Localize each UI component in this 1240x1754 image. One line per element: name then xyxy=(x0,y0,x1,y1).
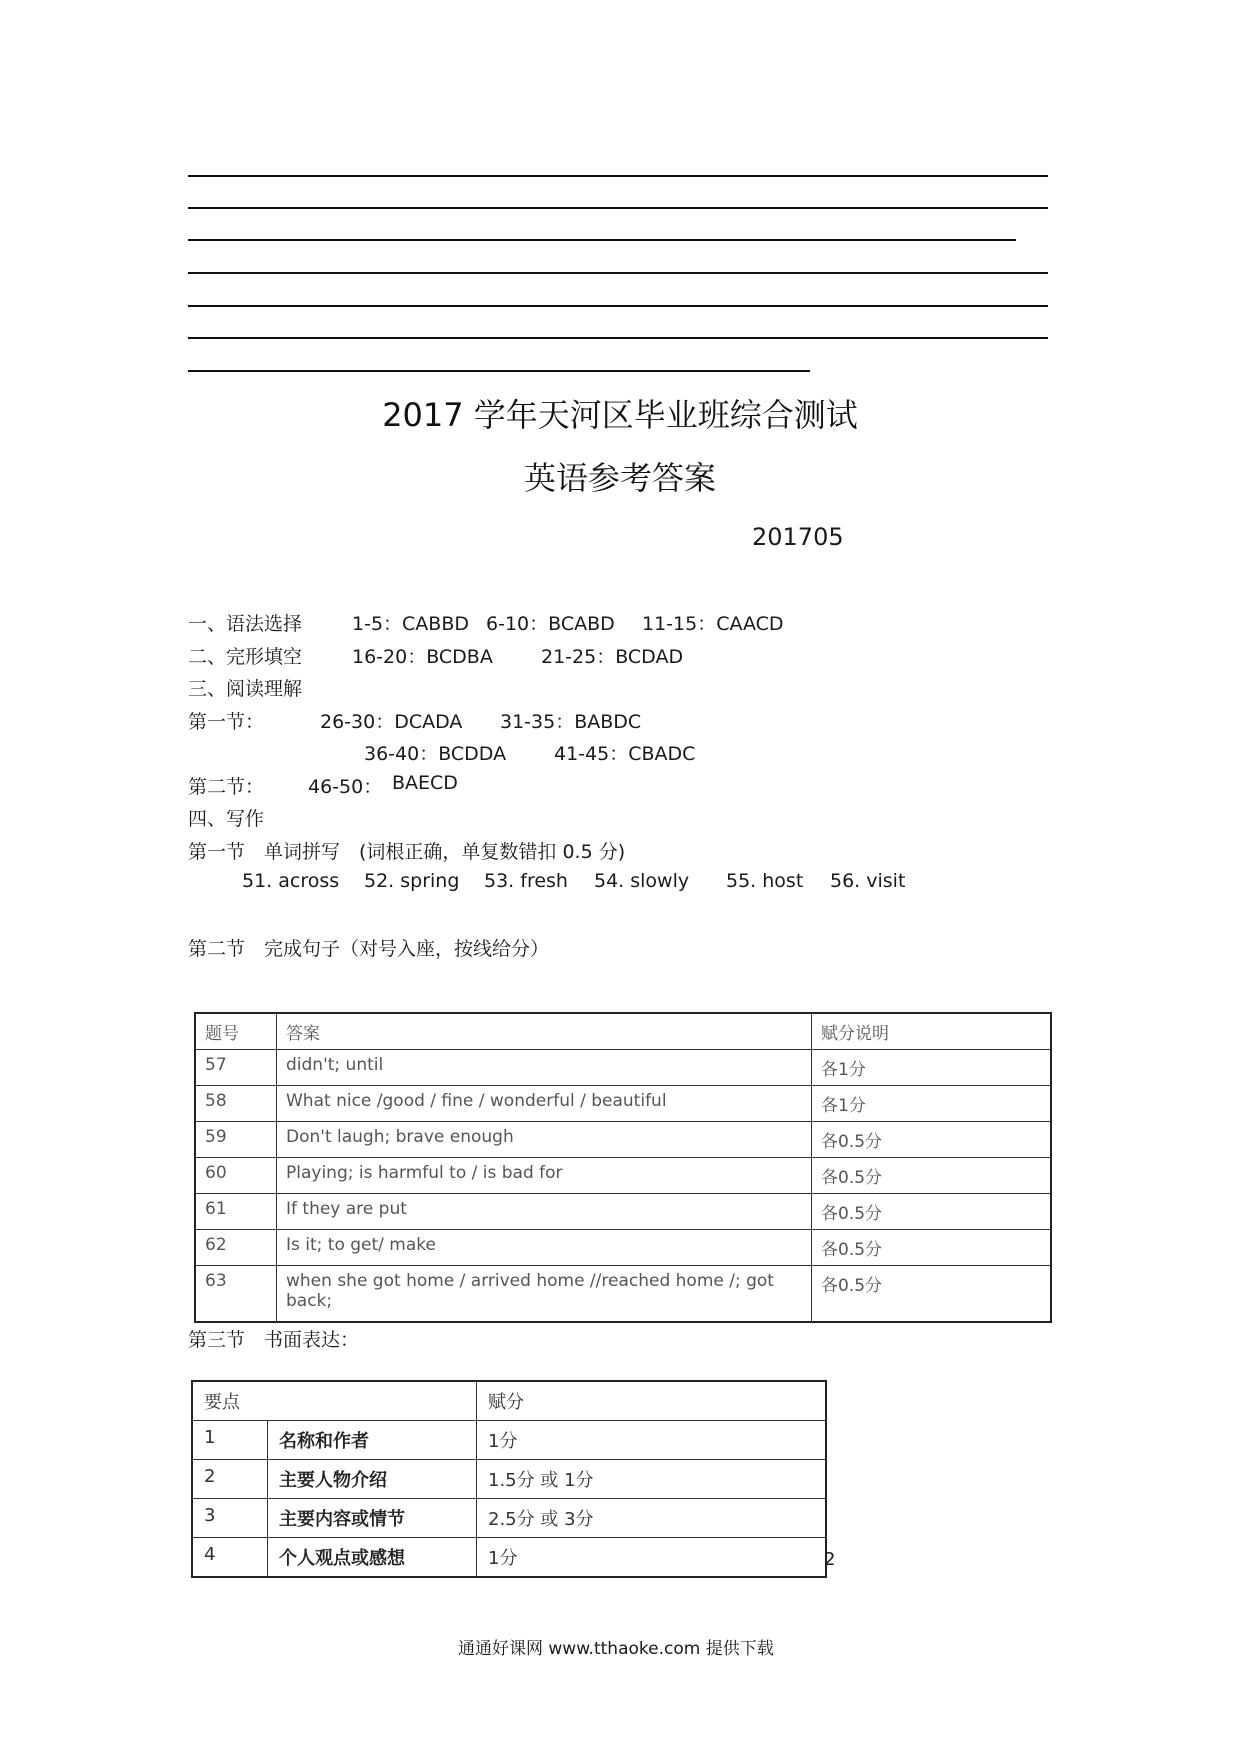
answer-group: 6-10：BCABD xyxy=(486,613,615,635)
table-cell: 各0.5分 xyxy=(812,1266,1052,1322)
section-cloze-label: 二、完形填空 xyxy=(188,646,303,668)
table-cell: Playing; is harmful to / is bad for xyxy=(277,1158,812,1194)
table-header-cell: 答案 xyxy=(277,1013,812,1050)
table-cell: 61 xyxy=(195,1194,277,1230)
table-cell: 主要内容或情节 xyxy=(268,1499,477,1538)
date-code: 201705 xyxy=(752,523,844,551)
table-header-cell: 赋分 xyxy=(477,1381,827,1421)
table-row xyxy=(195,1230,1051,1266)
table-cell: 名称和作者 xyxy=(268,1421,477,1460)
table-cell: 62 xyxy=(195,1230,277,1266)
table-cell: 各1分 xyxy=(812,1086,1052,1122)
sentence-part-label: 第二节 完成句子（对号入座，按线给分） xyxy=(188,938,550,960)
table-header-row xyxy=(192,1381,826,1421)
page-subtitle: 英语参考答案 xyxy=(523,459,716,497)
footer-text: 通通好课网 www.tthaoke.com 提供下载 xyxy=(458,1639,774,1659)
table-header-row xyxy=(195,1013,1051,1050)
section-grammar-label: 一、语法选择 xyxy=(188,613,303,635)
table-cell: 1 xyxy=(192,1421,268,1460)
answer-group: 36-40：BCDDA xyxy=(364,743,507,765)
table-cell: 3 xyxy=(192,1499,268,1538)
spelling-answer: 55. host xyxy=(726,870,804,892)
table-cell: What nice /good / fine / wonderful / beautiful xyxy=(277,1086,812,1122)
table-cell: when she got home / arrived home //reached home /; got back; xyxy=(277,1266,812,1322)
table-cell: If they are put xyxy=(277,1194,812,1230)
table-cell: Is it; to get/ make xyxy=(277,1230,812,1266)
table-cell: 各0.5分 xyxy=(812,1122,1052,1158)
table-cell: 各0.5分 xyxy=(812,1194,1052,1230)
table-row xyxy=(195,1158,1051,1194)
sentence-answer-table xyxy=(194,1012,1052,1323)
spelling-answer: 56. visit xyxy=(830,870,906,892)
table-header-cell: 赋分说明 xyxy=(812,1013,1052,1050)
table-cell: didn't; until xyxy=(277,1050,812,1086)
table-cell: 2 xyxy=(192,1460,268,1499)
answer-group: 16-20：BCDBA xyxy=(352,646,493,668)
writing-line xyxy=(188,370,810,372)
table-cell: 58 xyxy=(195,1086,277,1122)
table-cell: 59 xyxy=(195,1122,277,1158)
section-reading-label: 三、阅读理解 xyxy=(188,678,303,700)
table-row xyxy=(192,1499,826,1538)
table-cell: Don't laugh; brave enough xyxy=(277,1122,812,1158)
writing-line xyxy=(188,337,1048,339)
essay-scoring-table xyxy=(191,1380,827,1578)
table-header-cell: 题号 xyxy=(195,1013,277,1050)
table-row xyxy=(195,1122,1051,1158)
part-one-label: 第一节： xyxy=(188,711,265,733)
writing-line xyxy=(188,272,1048,274)
section-writing-label: 四、写作 xyxy=(188,808,265,830)
writing-line xyxy=(188,239,1016,241)
answer-group: 11-15：CAACD xyxy=(642,613,784,635)
essay-part-label: 第三节 书面表达： xyxy=(188,1329,360,1351)
spelling-answer: 54. slowly xyxy=(594,870,690,892)
answer-group: 31-35：BABDC xyxy=(500,711,642,733)
table-row xyxy=(192,1538,826,1578)
page-number: 2 xyxy=(824,1549,836,1570)
table-row xyxy=(195,1266,1051,1322)
table-cell: 4 xyxy=(192,1538,268,1578)
table-cell: 1分 xyxy=(477,1421,827,1460)
spelling-answer: 51. across xyxy=(242,870,340,892)
part-two-label: 第二节： xyxy=(188,776,265,798)
spelling-part-label: 第一节 单词拼写 (词根正确，单复数错扣 0.5 分) xyxy=(188,841,626,863)
table-cell: 1.5分 或 1分 xyxy=(477,1460,827,1499)
table-row xyxy=(195,1050,1051,1086)
table-row xyxy=(192,1460,826,1499)
table-row xyxy=(195,1086,1051,1122)
table-row xyxy=(195,1194,1051,1230)
answer-group: 41-45：CBADC xyxy=(554,743,696,765)
answer-group: BAECD xyxy=(392,772,458,794)
spelling-answer: 52. spring xyxy=(364,870,460,892)
table-cell: 1分 xyxy=(477,1538,827,1578)
table-cell: 2.5分 或 3分 xyxy=(477,1499,827,1538)
writing-line xyxy=(188,207,1048,209)
writing-line xyxy=(188,175,1048,177)
table-cell: 各1分 xyxy=(812,1050,1052,1086)
table-cell: 各0.5分 xyxy=(812,1158,1052,1194)
answer-group: 46-50： xyxy=(308,776,383,798)
page-title: 2017 学年天河区毕业班综合测试 xyxy=(382,396,858,434)
table-row xyxy=(192,1421,826,1460)
table-cell: 60 xyxy=(195,1158,277,1194)
table-cell: 各0.5分 xyxy=(812,1230,1052,1266)
answer-group: 26-30：DCADA xyxy=(320,711,463,733)
table-header-cell: 要点 xyxy=(192,1381,477,1421)
answer-group: 1-5：CABBD xyxy=(352,613,469,635)
answer-group: 21-25：BCDAD xyxy=(541,646,684,668)
table-cell: 主要人物介绍 xyxy=(268,1460,477,1499)
writing-line xyxy=(188,305,1048,307)
table-cell: 个人观点或感想 xyxy=(268,1538,477,1578)
table-cell: 57 xyxy=(195,1050,277,1086)
table-cell: 63 xyxy=(195,1266,277,1322)
spelling-answer: 53. fresh xyxy=(484,870,568,892)
